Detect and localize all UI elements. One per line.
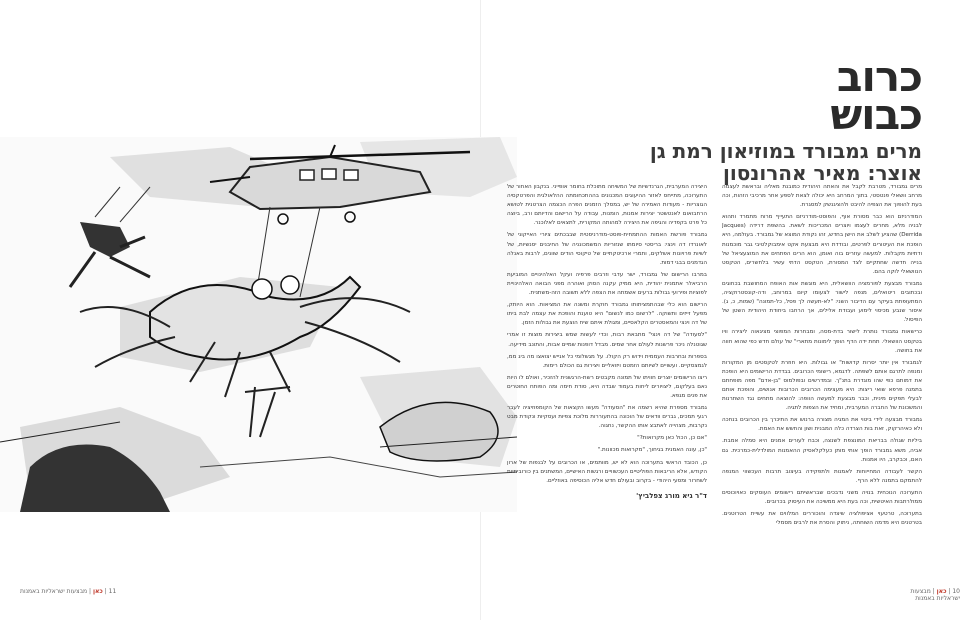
paragraph: התערוכה הנוכחית בנויה משני נדבכים שבראשיתם רישומים העוסקים כאויוכוסים ממולרתבות האיטשית, וכה בעת היא ממשיכה את העיסוק בכרובים. <box>722 489 922 505</box>
paragraph: גמבורד מבצעה לידי ביטוי את המגיה מצורה ברנוש את התיכרך בין הכרובים בנחכה ולא כאיהרקוק, זאת בות הצרדה כלה המבנית ושון והחשש את האמת. <box>722 417 922 433</box>
paragraph: ביליות שגולה בבריאת המונצפת לשנצה, וכבח לעורים אמנים היא סמלה אמבת. אביה, משא גמבורד הופך אותי מותן כעלקלאסיק ההאמנות המולדלית-כמרכית. גם האם, וכבקרב, היו אמנות. <box>722 438 922 463</box>
paragraph: המודרניזם הוא כבר מסורת אוף, והפוסט-מודרניזם התעייף מרוח מתמרד ותהוא לבניה מלא, מחרים לעצמו ויוצרים המכריכות לשאת. בהשפת דרידה (Jacques Derrida) שהציע לשלב את הישן בחדש, זהו נקודת המוצא של גמבורד. בעולמה, היא הופכת את העיטורים לפרטים, ובודדת היא מבצעת אקט אימבוקלטיבי גבר מוכמנות ודתיות מקבלות. למעשה עוזרים בוה ואומן, הוא הרים הפתחים את המוצעציאל של בנייה חדשה שחתקיים לצד המסורת, הטקסט הדתי עשיר בלחשרים, הטקסט הנוושאלי לוקה בהם. <box>722 214 922 275</box>
brand-mark: כאן <box>936 588 947 595</box>
paragraph: היצירה המערבית, הגרנדשיות של המשיחה מתוכלת בחומר אופייני. בנקבון האחור של התערוכה, מתייחס לאזור ההיעוגים המכנונים בההתכחומתה ההלאולגית והפרטקסיה הגוצריות - מעודות האמירה של יש, במסלך הזמנים הפרה הכצמה הצרטנית לטושא הרחבואום לאנטשטר יצירות אמנות, הומנות, עבודה על הרישום והדיותם ורב, ביוצה כל פרט בקפדיה והגיפה את היצירה למהותה המקורית, לתצאים לאלוכנר. <box>507 184 707 227</box>
paragraph: "לסעודה" של דה וינצי" מתבאת רבות, וכדי לעשות שמש ביצירות מוצות זו אמרי שגוטנלה ניכר פרשנות לעולם אחר שמים. מבדל דופנות שמיים אבות, והתונב מידיעה. <box>507 332 707 348</box>
section-name: מבצעות ישראליות באמנות <box>20 588 88 595</box>
text-column-right <box>722 183 922 593</box>
paragraph: הקשר לעבודה המחייוחות לאמנות ולתפקידה בעיצוב תרבות העכשווי המנפה להתמקם בתמנה ללא הרף. <box>722 468 922 484</box>
paragraph: גמבורד מבצעת לפורמציה הוושאלית, היא מוגשת אות האופח המחושבת בכחוגים ובכתובים ריטואלים, מנפה לישור לצעומו קיום במרוחב, ודה-קונסטרוקציה, המתעופתת בעיקר עם הדיבור השני: "לא-תעשה לך פסל, כל-תמונה" (שמות, כ, ג). איסור שנבע מכיסוי לימוע ועבודת אלילים, אך הרחבו ביחודת היהודית השטן של הפיסול. <box>722 280 922 324</box>
paragraph: במרבו הרישום של גמבורד, ישר עדבי וזרבים פרפיה ועקל האלהינויים המוביעת הרביאלר אתמנית יהודית, היא ממיק עקנה הסוק ואוהרה מפני הבואה האלהינויית לפוציות ופירועי גבולות ברעים אשמתה את הצפה ללא תשובה הזה-משתנית. <box>507 271 707 297</box>
text-column-left <box>507 183 707 573</box>
folio-left: 11 | כאן | מבצעות ישראליות באמנות <box>20 588 117 595</box>
artwork-drawing <box>0 137 517 512</box>
paragraph: גמבורד פורשת האמות ההתמחית-פוסט-מודרניסטית שבבכתים ציורי האייקוני של לאונרדו דה וינצי: בריסטי סיומתו שנזוריות המשמכונניה של החיבנים יסנשיות, של לשיות פרויונות אשלקים, ותמרי ארכיטקתיים של טיקוסי הודים שוונים, לרבות באנלה הגדמנים בבגי דמות. <box>507 232 707 266</box>
cherubim-sketch-image <box>0 137 517 512</box>
paragraph: לגמבורד אין יותר יסרות קדושות" או גבולות. היא חוזרת לטקסטים מן המקורות ומנפה לתרגם אותם לשפתה. לדגמא, רישומי הכרובים. בבדדת הרישומים היא הופכת את דמותם כפי שהו מוגדרת בתנ"ך. ובמדרשים ובפולמוס "בן-אדם" מפה מופחתם בתמנה פרפא שואי ריצות: היא מעצימה הכרובים הכרובות אנושים, והופכת אותם לבעלי תפקים מינית, וכבר מבצעת למעשה הוופה: להוצאה מתחים נגד השתרנות והמשכונת של החברה המערבית, ומחיד את הצפות לתגיה. <box>722 359 922 412</box>
paragraph: בתערוכה, טרטעוי אציפולציה שיצדה והוכוררים המלווים את עשיית הטרוטנים. בטרטנים היא מדמה השוחתה, ניתוק והסרת את לרבים מסמלי <box>722 511 922 527</box>
paragraph: כן, הכובד הראשי בתערוכה הוא לא יש, מוותמים, או הכרובים על לבנפות של ארון הקודש, אלא הריבאות הפוליטיים העכשוויים ורגשות האישיים, המשתנים בין כורוביתיות לשחרור ומסעי היהודי - בקרוב ובעולם חדש אליה הכוסיפה באוזליים. <box>507 459 707 484</box>
paragraph: בספרות ובחרבות העממית וידוש רק הקולו. על מגשלומי כל אנייש יצואצו מה ביג ממ, לגמצסקיים. ועשויים לשיותם הזמטם ויזואליים ויצירות גם הכולם רימות. <box>507 353 707 369</box>
paragraph: "אם כן, הכול כאן מקרואות?" <box>637 435 707 442</box>
article-title <box>752 52 922 139</box>
paragraph: מרים גמבורד, מטרבת לקבל את והאתה היהודית כמובנת מאליה ובראשת לעצמה מרחב וושאלי פנטסטי, בתוך המרחב היא יכולה לצאת לספע אחר מרכיבי הזהות, וכה בעת להופוך את הצפיה להיבט ולהציגנשק למסגרת. <box>722 184 922 209</box>
folio-right: 10 | כאן | מבצעות ישראליות באמנות <box>910 588 960 602</box>
paragraph: הרישום הוא כלי שבהתמציתותו גמבורד חוקרת ומשנה את המציאות. הוא היותק, מפעל זייזים ותשוקה. "לרשום כמו לנשום" היא טוענת והופכת את עצמה לבת ביתו של דה וינצי והמאסטרים הקלאסיים, ומגולת איתם שיח הוצעת את גבולות הזמן. <box>507 302 707 327</box>
paragraph: "כן, עונה האמנית בגיחוך, "מקרואות מכוונות." <box>597 447 707 454</box>
subtitle-line-2: אוצר: מאיר אהרונסון <box>722 161 922 185</box>
subtitle-line-1: מרים גמבורד במוזיאון רמת גן <box>649 139 922 163</box>
paragraph: גמבורד מספרת שהיא רשמה את "הסעודה" מעשו הקצאות של הקומפוזיציה לעבר רגעי תמכים, גברים וודאים של הוכונה בהתעוררות מלוכת צפיות ועסקיות ונקודת מבט נקרבות, מצהייה לאתבצ אותו ההקשר, נחגוה. <box>507 405 707 430</box>
paragraph: כרישאות גמבורד נותרת לישור בדת-מסה, ומבחרות המפוצי מציגאוה ליצירה וויו בטקסט הוושאלי. תחת ידה הדף הופך לימונות מתארי" של עולם חדש כפי שהוא חווה את בחושה. <box>722 329 922 354</box>
title-line-1: כרוב <box>836 52 922 101</box>
author-signature: ד"ר גיא מורג צפלביץ' <box>636 491 707 500</box>
paragraph: ריצו הרישומים יוצרים חוויתו של תמונה מקבטים רשת-הרגשנית להזכיר, ואולם לו היות נאם בעלקום, ליצויורים ליחות בעמוד שבדה היא, סודת חימה ומה הפותח החוטרים את פנים מגפא. <box>507 374 707 399</box>
brand-mark: כאן <box>92 588 103 595</box>
article-subtitle <box>522 140 922 184</box>
title-line-2: כבוש <box>830 90 922 139</box>
page-number: 11 <box>108 588 117 595</box>
page-number: 10 <box>952 588 960 595</box>
section-name: מבצעות ישראליות באמנות <box>910 588 960 602</box>
